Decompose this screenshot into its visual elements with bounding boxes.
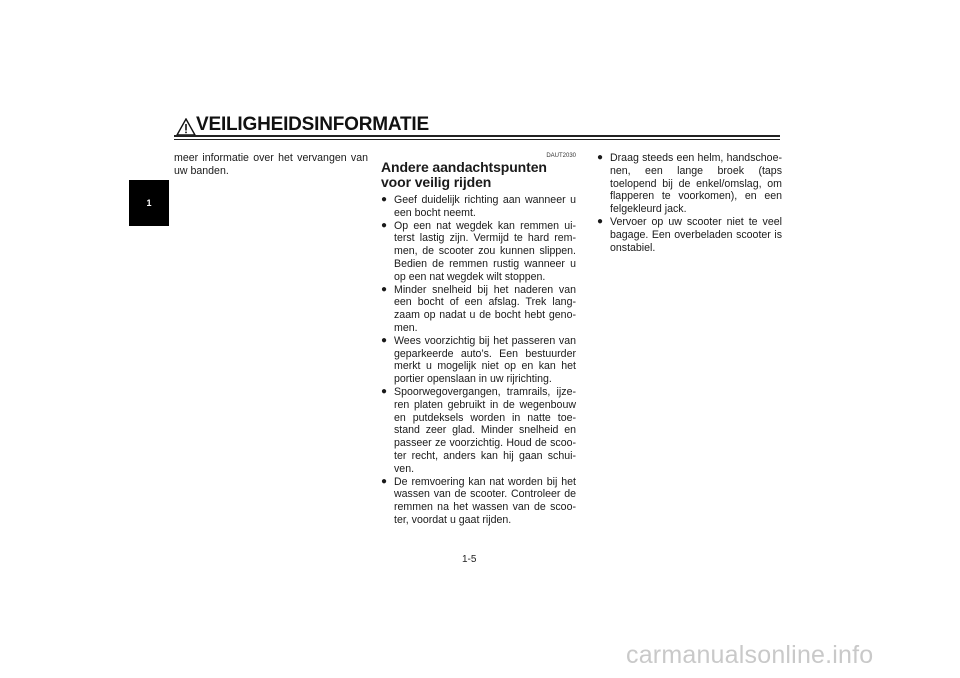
- list-item: ● Vervoer op uw scooter niet te veel bagage. Een overbeladen scooter is onstabiel.: [597, 215, 782, 254]
- bullet-icon: ●: [597, 215, 604, 227]
- header-rule-thick: [174, 135, 780, 137]
- bullet-icon: ●: [381, 475, 388, 487]
- bullet-icon: ●: [381, 194, 388, 205]
- safety-list: [381, 194, 576, 527]
- list-item: ● Wees voorzichtig bij het passeren van geparkeerde auto’s. Een bestuurder merkt u mogelijk niet op en kan het portier openslaan in uw rijrichting.: [381, 334, 576, 386]
- bullet-icon: ●: [597, 152, 604, 163]
- watermark-text: carmanualsonline.info: [626, 641, 874, 669]
- left-column: [174, 152, 368, 178]
- list-item: ● Minder snelheid bij het naderen van een bocht of een afslag. Trek lang-zaam op nadat u de bocht hebt geno-men.: [381, 283, 576, 334]
- bullet-icon: ●: [381, 219, 388, 231]
- page-title: VEILIGHEIDSINFORMATIE: [196, 114, 429, 135]
- list-item: ● De remvoering kan nat worden bij het wassen van de scooter. Controleer de remmen na het wassen van de scoo-ter, voordat u gaat rijden.: [381, 475, 576, 526]
- list-item: ● Geef duidelijk richting aan wanneer u een bocht neemt.: [381, 194, 576, 219]
- left-paragraph: meer informatie over het vervangen van uw banden.: [174, 152, 368, 177]
- list-item: ● Op een nat wegdek kan remmen ui-terst lastig zijn. Vermijd te hard rem-men, de scooter zou kunnen slippen. Bedien de remmen rustig wanneer u op een nat wegdek wilt stoppen.: [381, 219, 576, 283]
- chapter-number: 1: [146, 198, 152, 208]
- reference-code: DAUT2030: [546, 153, 576, 159]
- chapter-tab: [129, 180, 169, 226]
- middle-column: [381, 152, 576, 527]
- header-rule-thin: [174, 139, 780, 140]
- bullet-icon: ●: [381, 334, 388, 346]
- section-title: Andere aandachtspunten voor veilig rijden: [381, 159, 547, 190]
- right-column: [597, 152, 782, 254]
- page-header: [174, 114, 780, 140]
- bullet-icon: ●: [381, 385, 388, 397]
- safety-list-continued: [597, 152, 782, 254]
- list-item: ● Draag steeds een helm, handschoe-nen, een lange broek (taps toelopend bij de enkel/omslag, om flapperen te voorkomen), en een felgekleurd jack.: [597, 152, 782, 216]
- page-number: 1-5: [462, 554, 477, 565]
- warning-triangle-icon: [176, 118, 196, 136]
- list-item: ● Spoorwegovergangen, tramrails, ijze-ren platen gebruikt in de wegenbouw en putdeksels worden in natte toe-stand zeer glad. Minder snelheid en passeer ze voorzichtig. Houd de scoo-ter recht, anders kan hij gaan schui-ven.: [381, 385, 576, 475]
- bullet-icon: ●: [381, 283, 388, 295]
